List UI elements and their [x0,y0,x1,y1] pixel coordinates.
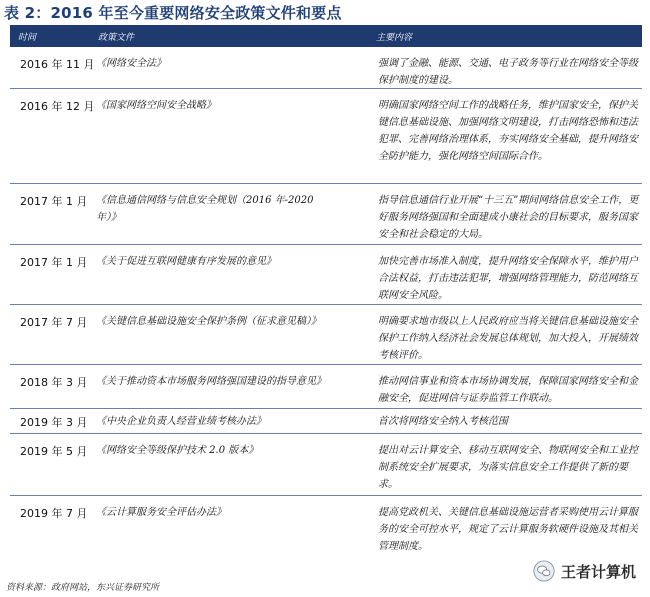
table-row [10,365,642,409]
table-row [10,184,642,245]
row-doc: 《关于促进互联网健康有序发展的意见》 [96,256,276,267]
row-content: 首次将网络安全纳入考核范围 [378,416,508,427]
row-date: 2017 年 1 月 [20,256,88,269]
table-header [10,25,642,47]
wechat-icon [533,560,555,582]
row-content: 明确要求地市级以上人民政府应当将关键信息基础设施安全保护工作纳入经济社会发展总体规划，加大投入，开展绩效考核评价。 [378,316,638,361]
row-date: 2019 年 7 月 [20,507,88,520]
row-doc: 《网络安全法》 [96,58,166,69]
row-content: 提出对云计算安全、移动互联网安全、物联网安全和工业控制系统安全扩展要求，为落实信息安全工作提供了新的要求。 [378,445,638,490]
table-row [10,245,642,305]
row-content: 指导信息通信行业开展“十三五”期间网络信息安全工作，更好服务网络强国和全面建成小康社会的目标要求，服务国家安全和社会稳定的大局。 [378,195,639,240]
watermark [533,560,636,582]
table-row [10,305,642,365]
table-title: 表 2：2016 年至今重要网络安全政策文件和要点 [4,4,342,22]
row-doc: 《网络安全等级保护技术 2.0 版本》 [96,445,259,456]
row-content: 明确国家网络空间工作的战略任务，维护国家安全，保护关键信息基础设施、加强网络文明建设，打击网络恐怖和违法犯罪、完善网络治理体系，夯实网络安全基础，提升网络安全防护能力，强化网络空间国际合作。 [378,100,638,162]
row-content: 加快完善市场准入制度，提升网络安全保障水平，维护用户合法权益，打击违法犯罪，增强网络管理能力，防范网络互联网安全风险。 [378,256,638,301]
row-doc: 《关键信息基础设施安全保护条例（征求意见稿）》 [96,316,321,327]
table-row [10,434,642,496]
source-note: 资料来源：政府网站，东兴证券研究所 [6,583,160,593]
watermark-text: 王者计算机 [560,562,636,581]
row-content: 提高党政机关、关键信息基础设施运营者采购使用云计算服务的安全可控水平，规定了云计算服务软硬件设施及其相关管理制度。 [378,507,638,552]
row-doc: 《中央企业负责人经营业绩考核办法》 [96,416,266,427]
policy-table [10,25,642,556]
row-doc: 《云计算服务安全评估办法》 [96,507,226,518]
table-row [10,409,642,434]
row-doc: 《信息通信网络与信息安全规划（2016 年-2020 年）》 [96,195,314,223]
header-doc: 政策文件 [98,33,135,43]
row-date: 2016 年 11 月 [20,58,95,71]
row-date: 2018 年 3 月 [20,376,88,389]
table-row [10,496,642,556]
table-row [10,89,642,184]
header-time: 时间 [18,33,37,43]
row-content: 强调了金融、能源、交通、电子政务等行业在网络安全等级保护制度的建设。 [378,58,638,86]
row-doc: 《关于推动资本市场服务网络强国建设的指导意见》 [96,376,326,387]
row-content: 推动网信事业和资本市场协调发展，保障国家网络安全和金融安全，促进网信与证券监管工作联动。 [378,376,638,404]
row-date: 2017 年 1 月 [20,195,88,208]
table-row [10,47,642,89]
row-date: 2019 年 5 月 [20,445,88,458]
row-doc: 《国家网络空间安全战略》 [96,100,216,111]
row-date: 2017 年 7 月 [20,316,88,329]
row-date: 2016 年 12 月 [20,100,95,113]
row-date: 2019 年 3 月 [20,416,88,429]
header-content: 主要内容 [376,33,413,43]
